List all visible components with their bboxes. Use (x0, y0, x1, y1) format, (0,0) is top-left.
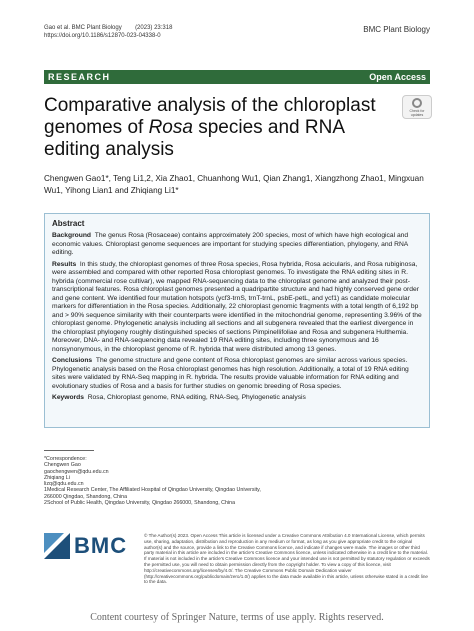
abstract-results (52, 261, 422, 355)
author-list: Chengwen Gao1*, Teng Li1,2, Xia Zhao1, Chuanhong Wu1, Qian Zhang1, Xiangzhong Zhao1, Mingxuan Wu1, Yihong Lian1 and Zhiqiang Li1* (44, 174, 424, 195)
affiliation: 1Medical Research Center, The Affiliated Hospital of Qingdao University, Qingdao University, 266000 Qingdao, Shandong, China (44, 487, 261, 500)
section-label: RESEARCH (48, 72, 111, 82)
bmc-triangle-icon (44, 533, 70, 559)
abstract-conclusions (52, 357, 422, 391)
keywords-text: Rosa, Chloroplast genome, RNA editing, RNA-Seq, Phylogenetic analysis (87, 394, 306, 401)
open-access-label: Open Access (369, 72, 426, 82)
article-title (44, 95, 394, 161)
update-icon (412, 98, 422, 108)
background-text: The genus Rosa (Rosaceae) contains approximately 200 species, most of which have high ecological and economic values. Chloroplast genome sequences are important for studying species differentiation, phylogeny, and RNA editing. (52, 232, 409, 256)
notes-divider (44, 450, 94, 451)
abstract-keywords (52, 394, 422, 403)
abstract-box (44, 213, 430, 428)
email-link[interactable]: gaochengwen@qdu.edu.cn (44, 468, 109, 475)
conclusions-text: The genome structure and gene content of Rosa chloroplast genomes are similar across various species. Phylogenetic analysis based on the Rosa chloroplast genomes has high resolution. Additionally, a total of 19 RNA editing sites were validated by RNA-Seq mapping in R. hybrida. The results provide valuable information for RNA editing and evolutionary studies of Rosa and a basis for further studies on genomic breeding of Rosa species. (52, 357, 409, 390)
badge-text: Check for updates (409, 109, 425, 117)
correspondence-notes (44, 456, 264, 506)
keywords-label: Keywords (52, 394, 84, 401)
abstract-background (52, 232, 422, 258)
note-line: Zhiqiang Li (44, 474, 70, 481)
abstract-heading: Abstract (52, 219, 85, 228)
note-line: Chengwen Gao (44, 462, 81, 469)
conclusions-label: Conclusions (52, 357, 93, 364)
results-text: In this study, the chloroplast genomes of three Rosa species, Rosa hybrida, Rosa acicularis, and Rosa rubiginosa, were assembled and compared with other reported Rosa chloroplast genomes. To investigate the RNA editing sites in R. hybrida (commercial rose cultivar), we mapped RNA-sequencing data to the chloroplast genome and analyzed their post-transcriptional features. Rosa chloroplast genomes presented a quadripartite structure and had highly conserved gene order and gene content. We identified four mutation hotspots (ycf3-trnS, trnT-trnL, psbE-petL, and ycf1) as candidate molecular markers for differentiation in the Rosa species. Additionally, 22 chloroplast genomic fragments with a total length of 6,192 bp and > 90% sequence similarity with their counterparts were identified in the mitochondrial genome, representing 3.96% of the chloroplast genome. Phylogenetic analysis including all sections and all subgenera revealed that the earliest divergence in the chloroplast phylogeny roughly distinguished species of sections Pimpinellifoliae and Rosa and subgenera Hulthemia. Moreover, DNA- and RNA-sequencing data revealed 19 RNA editing sites, including three synonymous and 16 nonsynonymous, in the chloroplast genome of R. hybrida that were distributed among 13 genes. (52, 260, 422, 353)
check-for-updates-badge[interactable] (402, 95, 432, 119)
bmc-logo (44, 533, 136, 559)
section-band (44, 70, 430, 84)
results-label: Results (52, 260, 77, 268)
journal-line: Gao et al. BMC Plant Biology (44, 25, 122, 31)
affiliation: 2School of Public Health, Qingdao University, Qingdao 266000, Shandong, China (44, 500, 236, 507)
note-line: *Correspondence: (44, 456, 87, 462)
bmc-logo-text: BMC (74, 533, 128, 558)
journal-name: BMC Plant Biology (363, 25, 430, 34)
background-label: Background (52, 232, 92, 239)
running-header (44, 24, 172, 40)
footer-notice: Content courtesy of Springer Nature, terms of use apply. Rights reserved. (90, 612, 384, 623)
title-part2: species and RNA editing analysis (44, 117, 344, 160)
license-text: © The Author(s) 2023. Open Access This article is licensed under a Creative Commons Attribution 4.0 International License, which permits use, sharing, adaptation, distribution and reproduction in any medium or format, as long as you give appropriate credit to the original author(s) and the source, provide a link to the Creative Commons licence, and indicate if changes were made. The images or other third party material in this article are included in the article's Creative Commons licence, unless indicated otherwise in a credit line to the material. If material is not included in the article's Creative Commons licence and your intended use is not permitted by statutory regulation or exceeds the permitted use, you will need to obtain permission directly from the copyright holder. To view a copy of this licence, visit http://creativecommons.org/licenses/by/4.0/. The Creative Commons Public Domain Dedication waiver (http://creativecommons.org/publicdomain/zero/1.0/) applies to the data made available in this article, unless otherwise stated in a credit line to the data. (144, 533, 430, 585)
doi-link[interactable]: https://doi.org/10.1186/s12870-023-04338-0 (44, 33, 161, 39)
email-link[interactable]: lizq@qdu.edu.cn (44, 481, 84, 488)
year-ref: (2023) 23:318 (135, 25, 173, 31)
title-part1: Comparative analysis of the chloroplast genomes of (44, 95, 376, 138)
title-italic: Rosa (148, 117, 193, 138)
